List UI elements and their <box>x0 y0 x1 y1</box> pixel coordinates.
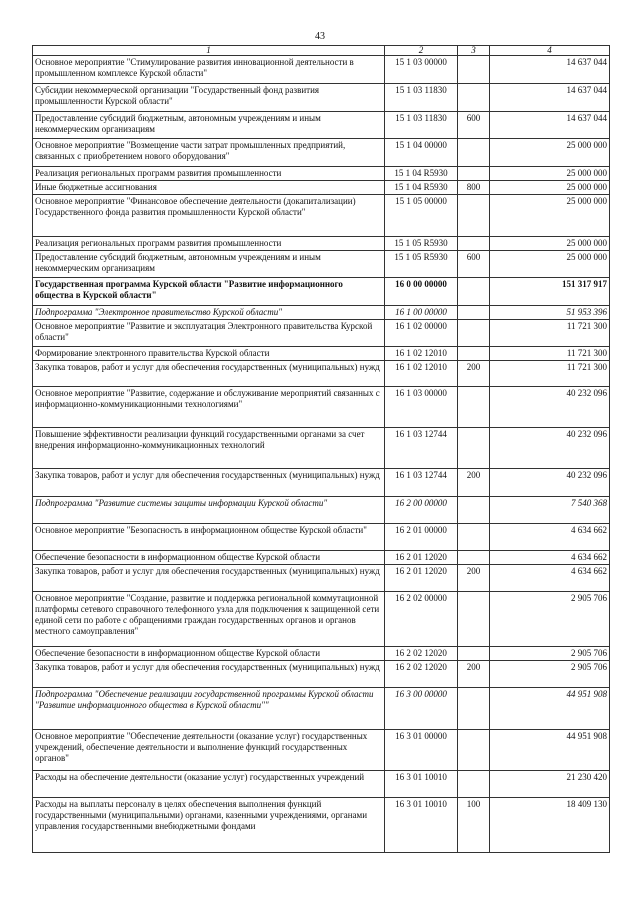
table-row <box>33 237 610 251</box>
row-code: 16 2 00 00000 <box>385 497 458 524</box>
table-row <box>33 387 610 428</box>
row-expense-type <box>458 278 490 306</box>
table-row <box>33 112 610 139</box>
row-name: Основное мероприятие "Развитие, содержание и обслуживание мероприятий связанных с информационно-коммуникационными технологиями" <box>33 387 385 428</box>
row-code: 16 1 03 12744 <box>385 469 458 497</box>
page-number: 43 <box>315 31 325 42</box>
row-name: Реализация региональных программ развития промышленности <box>33 167 385 181</box>
row-name: Закупка товаров, работ и услуг для обеспечения государственных (муниципальных) нужд <box>33 469 385 497</box>
row-name: Закупка товаров, работ и услуг для обеспечения государственных (муниципальных) нужд <box>33 661 385 688</box>
row-amount: 18 409 130 <box>490 798 610 853</box>
row-code: 16 3 00 00000 <box>385 688 458 730</box>
table-row <box>33 771 610 798</box>
row-name: Субсидии некоммерческой организации "Государственный фонд развития промышленности Курской области" <box>33 84 385 112</box>
table-row <box>33 592 610 647</box>
table-row <box>33 320 610 347</box>
row-amount: 2 905 706 <box>490 647 610 661</box>
row-amount: 25 000 000 <box>490 195 610 237</box>
table-row <box>33 306 610 320</box>
row-code: 16 3 01 10010 <box>385 771 458 798</box>
table-row <box>33 688 610 730</box>
row-amount: 40 232 096 <box>490 469 610 497</box>
row-name: Основное мероприятие "Финансовое обеспечение деятельности (докапитализации) Государственного фонда развития промышленности Курской области" <box>33 195 385 237</box>
row-code: 16 1 00 00000 <box>385 306 458 320</box>
row-amount: 4 634 662 <box>490 524 610 551</box>
row-code: 15 1 04 00000 <box>385 139 458 167</box>
row-name: Подпрограмма "Электронное правительство Курской области" <box>33 306 385 320</box>
row-expense-type: 200 <box>458 565 490 592</box>
row-name: Основное мероприятие "Возмещение части затрат промышленных предприятий, связанных с приобретением нового оборудования" <box>33 139 385 167</box>
row-name: Расходы на выплаты персоналу в целях обеспечения выполнения функций государственными (муниципальными) органами, казенными учреждениями, органами управления государственными внебюджетными фондами <box>33 798 385 853</box>
row-name: Основное мероприятие "Безопасность в информационном обществе Курской области" <box>33 524 385 551</box>
row-expense-type <box>458 84 490 112</box>
row-name: Иные бюджетные ассигнования <box>33 181 385 195</box>
row-expense-type <box>458 592 490 647</box>
table-row <box>33 139 610 167</box>
row-name: Государственная программа Курской области "Развитие информационного общества в Курской области" <box>33 278 385 306</box>
row-amount: 44 951 908 <box>490 730 610 771</box>
row-amount: 44 951 908 <box>490 688 610 730</box>
table-row <box>33 647 610 661</box>
row-expense-type <box>458 56 490 84</box>
row-expense-type <box>458 647 490 661</box>
row-amount: 11 721 300 <box>490 347 610 361</box>
row-expense-type <box>458 387 490 428</box>
row-expense-type <box>458 428 490 469</box>
row-expense-type: 600 <box>458 112 490 139</box>
row-expense-type: 100 <box>458 798 490 853</box>
row-name: Основное мероприятие "Создание, развитие и поддержка региональной коммутационной платформы сетевого справочного телефонного узла для подключения к защищенной сети единой сети по работе с обращениями граждан государственных органов и органов местного самоуправления" <box>33 592 385 647</box>
row-code: 16 3 01 10010 <box>385 798 458 853</box>
row-amount: 11 721 300 <box>490 320 610 347</box>
row-expense-type: 600 <box>458 251 490 278</box>
row-amount: 7 540 368 <box>490 497 610 524</box>
row-amount: 21 230 420 <box>490 771 610 798</box>
header-row <box>33 46 610 56</box>
row-name: Предоставление субсидий бюджетным, автономным учреждениям и иным некоммерческим организациям <box>33 112 385 139</box>
row-code: 16 0 00 00000 <box>385 278 458 306</box>
row-name: Предоставление субсидий бюджетным, автономным учреждениям и иным некоммерческим организациям <box>33 251 385 278</box>
row-expense-type <box>458 139 490 167</box>
row-expense-type <box>458 167 490 181</box>
row-expense-type <box>458 771 490 798</box>
row-name: Закупка товаров, работ и услуг для обеспечения государственных (муниципальных) нужд <box>33 565 385 592</box>
row-expense-type: 200 <box>458 661 490 688</box>
table-body <box>33 56 610 853</box>
row-name: Закупка товаров, работ и услуг для обеспечения государственных (муниципальных) нужд <box>33 361 385 387</box>
row-code: 15 1 03 11830 <box>385 112 458 139</box>
table-row <box>33 524 610 551</box>
row-expense-type <box>458 306 490 320</box>
row-amount: 4 634 662 <box>490 565 610 592</box>
table-row <box>33 278 610 306</box>
budget-table <box>32 45 610 853</box>
row-code: 15 1 04 R5930 <box>385 167 458 181</box>
header-col-4: 4 <box>490 46 610 56</box>
row-name: Расходы на обеспечение деятельности (оказание услуг) государственных учреждений <box>33 771 385 798</box>
header-col-3: 3 <box>458 46 490 56</box>
row-name: Основное мероприятие "Обеспечение деятельности (оказание услуг) государственных учреждений, обеспечение деятельности и выполнение функций государственных органов" <box>33 730 385 771</box>
row-amount: 40 232 096 <box>490 428 610 469</box>
row-code: 15 1 05 R5930 <box>385 237 458 251</box>
table-row <box>33 798 610 853</box>
row-code: 16 1 02 00000 <box>385 320 458 347</box>
row-code: 16 1 02 12010 <box>385 361 458 387</box>
row-code: 16 2 01 12020 <box>385 551 458 565</box>
row-amount: 14 637 044 <box>490 56 610 84</box>
table-row <box>33 84 610 112</box>
row-amount: 51 953 396 <box>490 306 610 320</box>
row-expense-type <box>458 320 490 347</box>
row-expense-type <box>458 524 490 551</box>
table-row <box>33 347 610 361</box>
row-amount: 11 721 300 <box>490 361 610 387</box>
table-row <box>33 361 610 387</box>
row-code: 16 2 01 00000 <box>385 524 458 551</box>
row-amount: 14 637 044 <box>490 112 610 139</box>
row-expense-type <box>458 688 490 730</box>
table-row <box>33 469 610 497</box>
row-name: Реализация региональных программ развития промышленности <box>33 237 385 251</box>
row-code: 16 2 02 00000 <box>385 592 458 647</box>
row-code: 16 2 02 12020 <box>385 661 458 688</box>
row-code: 16 1 02 12010 <box>385 347 458 361</box>
row-amount: 25 000 000 <box>490 251 610 278</box>
row-code: 15 1 03 11830 <box>385 84 458 112</box>
row-code: 15 1 05 00000 <box>385 195 458 237</box>
row-amount: 4 634 662 <box>490 551 610 565</box>
table-row <box>33 428 610 469</box>
table-row <box>33 181 610 195</box>
row-name: Обеспечение безопасности в информационном обществе Курской области <box>33 647 385 661</box>
row-amount: 151 317 917 <box>490 278 610 306</box>
table-row <box>33 565 610 592</box>
row-amount: 25 000 000 <box>490 181 610 195</box>
row-name: Обеспечение безопасности в информационном обществе Курской области <box>33 551 385 565</box>
header-col-2: 2 <box>385 46 458 56</box>
table-row <box>33 251 610 278</box>
row-code: 16 2 02 12020 <box>385 647 458 661</box>
row-name: Подпрограмма "Обеспечение реализации государственной программы Курской области "Развитие информационного общества в Курской области"" <box>33 688 385 730</box>
row-amount: 40 232 096 <box>490 387 610 428</box>
row-expense-type <box>458 195 490 237</box>
row-code: 15 1 05 R5930 <box>385 251 458 278</box>
row-name: Подпрограмма "Развитие системы защиты информации Курской области" <box>33 497 385 524</box>
row-name: Основное мероприятие "Стимулирование развития инновационной деятельности в промышленном комплексе Курской области" <box>33 56 385 84</box>
row-code: 16 1 03 12744 <box>385 428 458 469</box>
row-expense-type <box>458 551 490 565</box>
row-expense-type: 200 <box>458 469 490 497</box>
row-amount: 25 000 000 <box>490 139 610 167</box>
table-row <box>33 730 610 771</box>
row-amount: 2 905 706 <box>490 592 610 647</box>
row-code: 16 2 01 12020 <box>385 565 458 592</box>
row-expense-type <box>458 347 490 361</box>
table-row <box>33 551 610 565</box>
row-amount: 2 905 706 <box>490 661 610 688</box>
row-name: Основное мероприятие "Развитие и эксплуатация Электронного правительства Курской области" <box>33 320 385 347</box>
row-code: 15 1 03 00000 <box>385 56 458 84</box>
table-row <box>33 56 610 84</box>
row-expense-type <box>458 497 490 524</box>
header-col-1: 1 <box>33 46 385 56</box>
row-code: 15 1 04 R5930 <box>385 181 458 195</box>
table-row <box>33 661 610 688</box>
row-code: 16 1 03 00000 <box>385 387 458 428</box>
row-expense-type: 800 <box>458 181 490 195</box>
row-amount: 14 637 044 <box>490 84 610 112</box>
row-amount: 25 000 000 <box>490 167 610 181</box>
row-code: 16 3 01 00000 <box>385 730 458 771</box>
row-name: Повышение эффективности реализации функций государственными органами за счет внедрения информационно-коммуникационных технологий <box>33 428 385 469</box>
row-name: Формирование электронного правительства Курской области <box>33 347 385 361</box>
row-expense-type <box>458 730 490 771</box>
row-amount: 25 000 000 <box>490 237 610 251</box>
table-row <box>33 195 610 237</box>
row-expense-type: 200 <box>458 361 490 387</box>
row-expense-type <box>458 237 490 251</box>
table-row <box>33 167 610 181</box>
table-row <box>33 497 610 524</box>
